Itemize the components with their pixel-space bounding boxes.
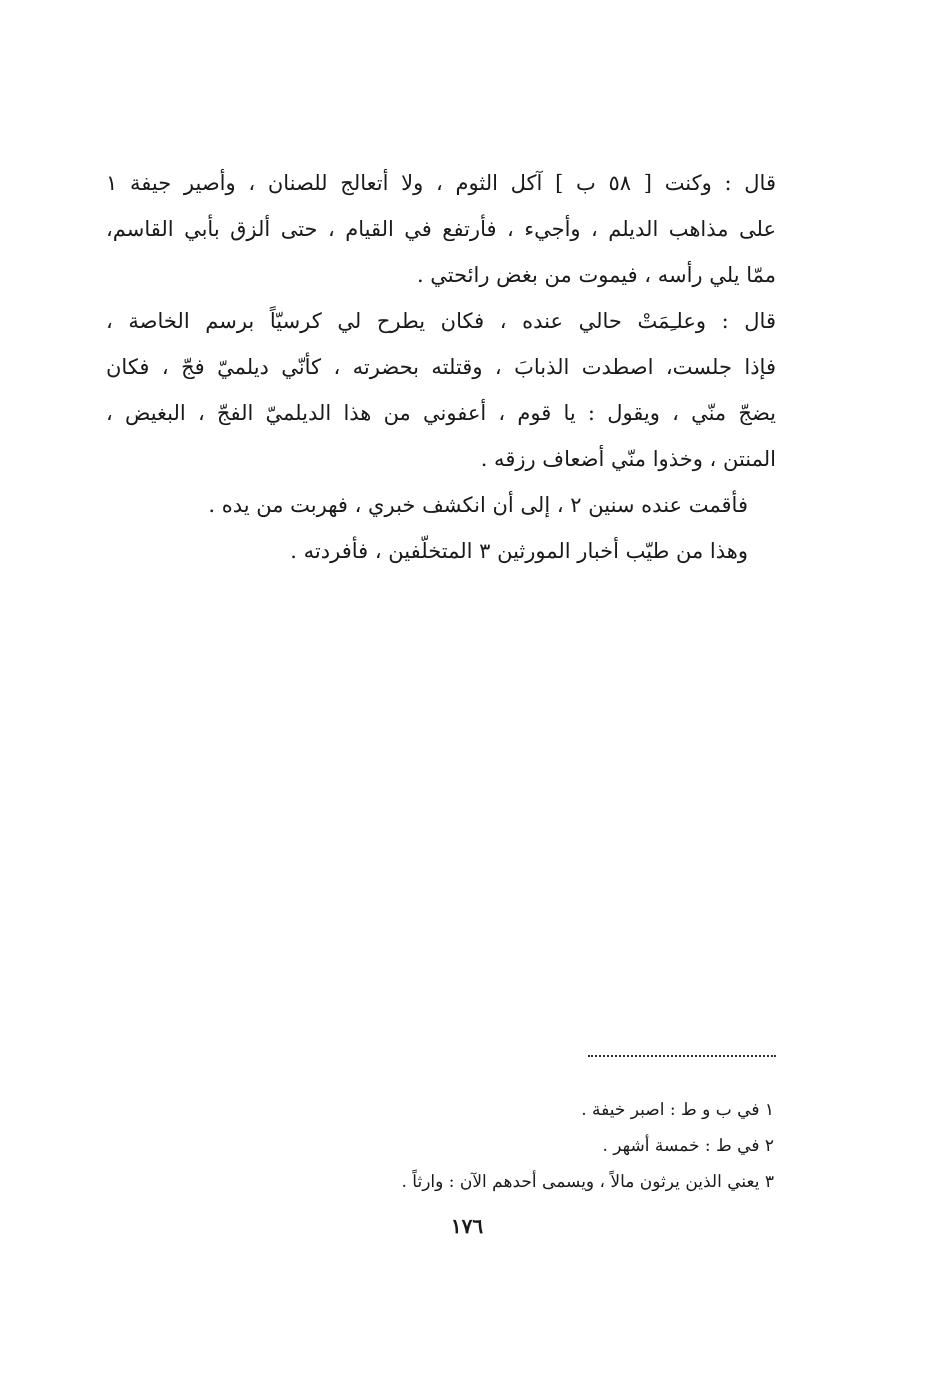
text-line: على مذاهب الديلم ، وأجيء ، فأرتفع في القيام ، حتى ألزق بأبي القاسم،	[106, 217, 776, 241]
footnote: ٢ في ط : خمسة أشهر .	[602, 1136, 774, 1156]
text-line: وهذا من طيّب أخبار المورثين ٣ المتخلّفين ، فأفردته .	[290, 539, 748, 563]
footnote: ٣ يعني الذين يرثون مالاً ، ويسمى أحدهم الآن : وارثاً .	[401, 1172, 774, 1192]
text-line: يضجّ منّي ، ويقول : يا قوم ، أعفوني من هذا الديلميّ الفجّ ، البغيض ،	[106, 401, 776, 425]
text-line: قال : وكنت [ ٥٨ ب ] آكل الثوم ، ولا أتعالج للصنان ، وأصير جيفة ١	[106, 171, 776, 195]
text-line: فأقمت عنده سنين ٢ ، إلى أن انكشف خبري ، فهربت من يده .	[208, 493, 748, 517]
text-line: ممّا يلي رأسه ، فيموت من بغض رائحتي .	[416, 263, 776, 287]
footnote: ١ في ب و ط : اصبر خيفة .	[581, 1100, 774, 1120]
main-text	[106, 160, 776, 574]
footnote-divider	[588, 1055, 776, 1057]
page-number: ١٧٦	[450, 1214, 484, 1238]
text-line: قال : وعلـِمَتْ حالي عنده ، فكان يطرح لي كرسيّاً برسم الخاصة ،	[106, 309, 776, 333]
footnotes	[214, 1092, 774, 1200]
text-line: فإذا جلست، اصطدت الذبابَ ، وقتلته بحضرته ، كأنّي ديلميّ فجّ ، فكان	[106, 355, 776, 379]
text-line: المنتن ، وخذوا منّي أضعاف رزقه .	[480, 447, 776, 471]
